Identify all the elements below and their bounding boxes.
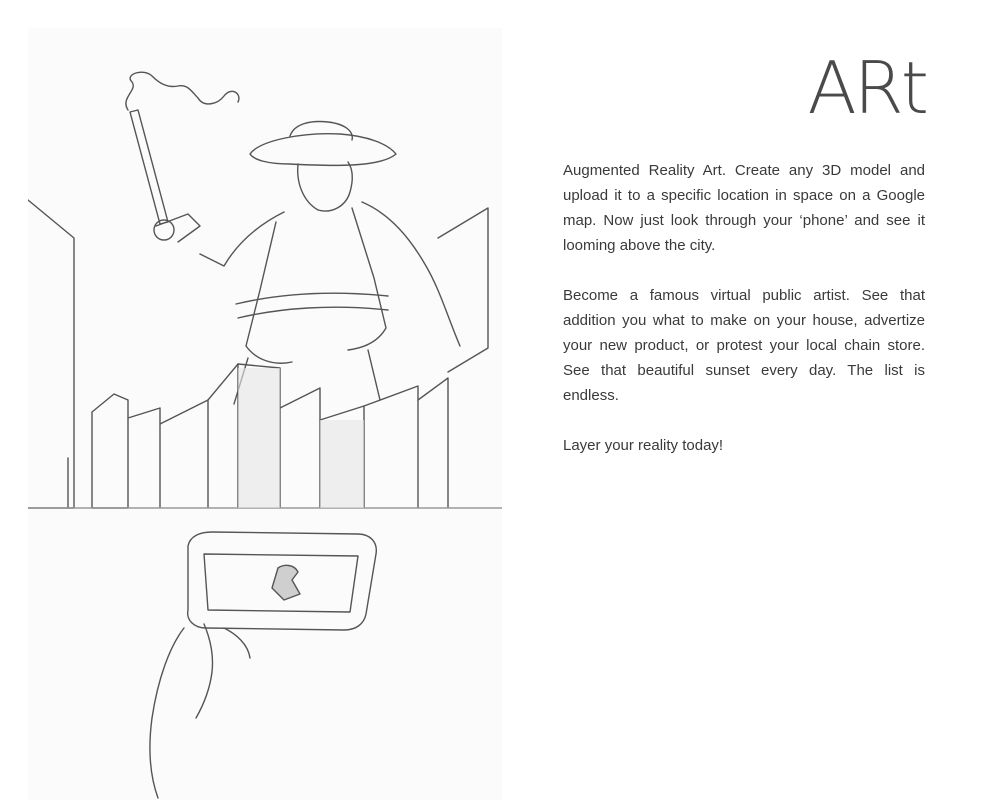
sketch-illustration: [28, 28, 502, 800]
cowboy-city-sketch: [28, 28, 502, 800]
page-title: ARt: [807, 46, 926, 130]
smoke-line: [126, 72, 239, 110]
building-left-tall: [28, 200, 74, 508]
building-left: [68, 394, 128, 508]
body-text: [563, 158, 925, 483]
paragraph-tagline: Layer your reality today!: [563, 437, 724, 454]
arm-right: [362, 202, 460, 346]
paragraph-details: Become a famous virtual public artist. See that addition you what to make on your house, advertize your new product, or protest your local chain store. See that beautiful sunset every day. The list is endless.: [563, 287, 925, 404]
cowboy-face: [298, 162, 352, 211]
paragraph-intro: Augmented Reality Art. Create any 3D model and upload it to a specific location in space on a Google map. Now just look through your ‘phone’ and see it looming above the city.: [563, 162, 925, 254]
hand-outline: [150, 628, 184, 798]
cowboy-hat: [250, 134, 396, 166]
revolver-barrel: [130, 110, 168, 224]
building-right-tall: [438, 208, 488, 372]
